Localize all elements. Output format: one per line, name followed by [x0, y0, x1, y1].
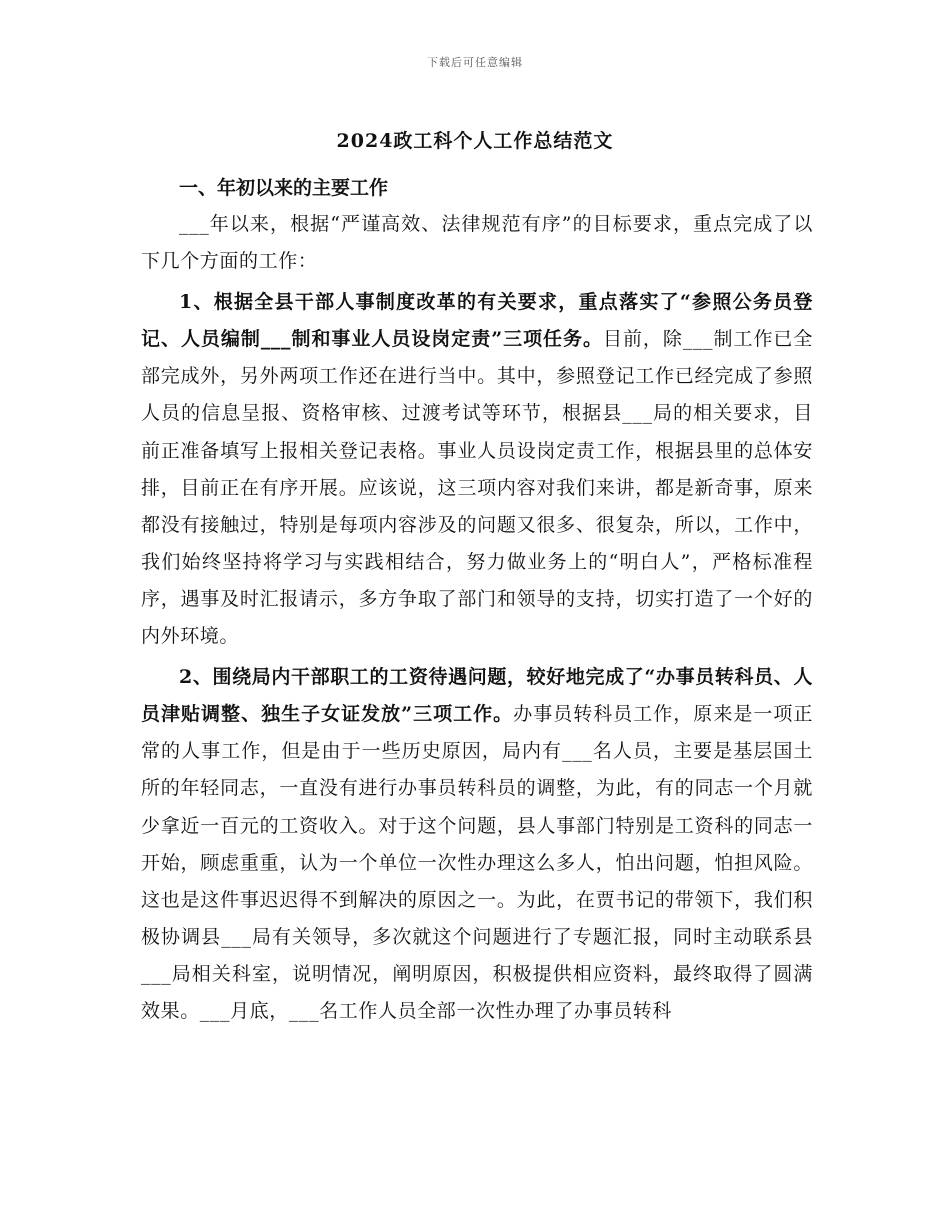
item-2-body: 办事员转科员工作，原来是一项正常的人事工作，但是由于一些历史原因，局内有___名人员，主要是基层国土所的年轻同志，一直没有进行办事员转科员的调整，为此，有的同志一个月就少拿近一百元的工资收入。对于这个问题，县人事部门特别是工资科的同志一开始，顾虑重重，认为一个单位一次性办理这么多人，怕出问题，怕担风险。这也是这件事迟迟得不到解决的原因之一。为此，在贾书记的带领下，我们积极协调县___局有关领导，多次就这个问题进行了专题汇报，同时主动联系县___局相关科室，说明情况，阐明原因，积极提供相应资料，最终取得了圆满效果。___月底，___名工作人员全部一次性办理了办事员转科 [141, 703, 813, 1022]
section-heading: 一、年初以来的主要工作 [179, 177, 389, 199]
document-body [141, 170, 813, 1030]
document-title: 2024政工科个人工作总结范文 [336, 130, 614, 152]
item-1-lead: 1、根据全县干部人事制度改革的有关要求，重点落实了“参照公务员登记、人员编制___制和事业人员设岗定责”三项任务。 [141, 291, 813, 351]
item-2-paragraph [141, 659, 813, 1030]
item-1-paragraph [141, 284, 813, 655]
intro-paragraph: ___年以来，根据“严谨高效、法律规范有序”的目标要求，重点完成了以下几个方面的工作： [141, 213, 813, 273]
header-note: 下载后可任意编辑 [427, 56, 523, 69]
item-2-lead: 2、围绕局内干部职工的工资待遇问题，较好地完成了“办事员转科员、人员津贴调整、独生子女证发放”三项工作。 [141, 666, 813, 726]
item-1-body: 目前，除___制工作已全部完成外，另外两项工作还在进行当中。其中，参照登记工作已经完成了参照人员的信息呈报、资格审核、过渡考试等环节，根据县___局的相关要求，目前正准备填写上报相关登记表格。事业人员设岗定责工作，根据县里的总体安排，目前正在有序开展。应该说，这三项内容对我们来讲，都是新奇事，原来都没有接触过，特别是每项内容涉及的问题又很多、很复杂，所以，工作中，我们始终坚持将学习与实践相结合，努力做业务上的“明白人”，严格标准程序，遇事及时汇报请示，多方争取了部门和领导的支持，切实打造了一个好的内外环境。 [141, 328, 814, 648]
